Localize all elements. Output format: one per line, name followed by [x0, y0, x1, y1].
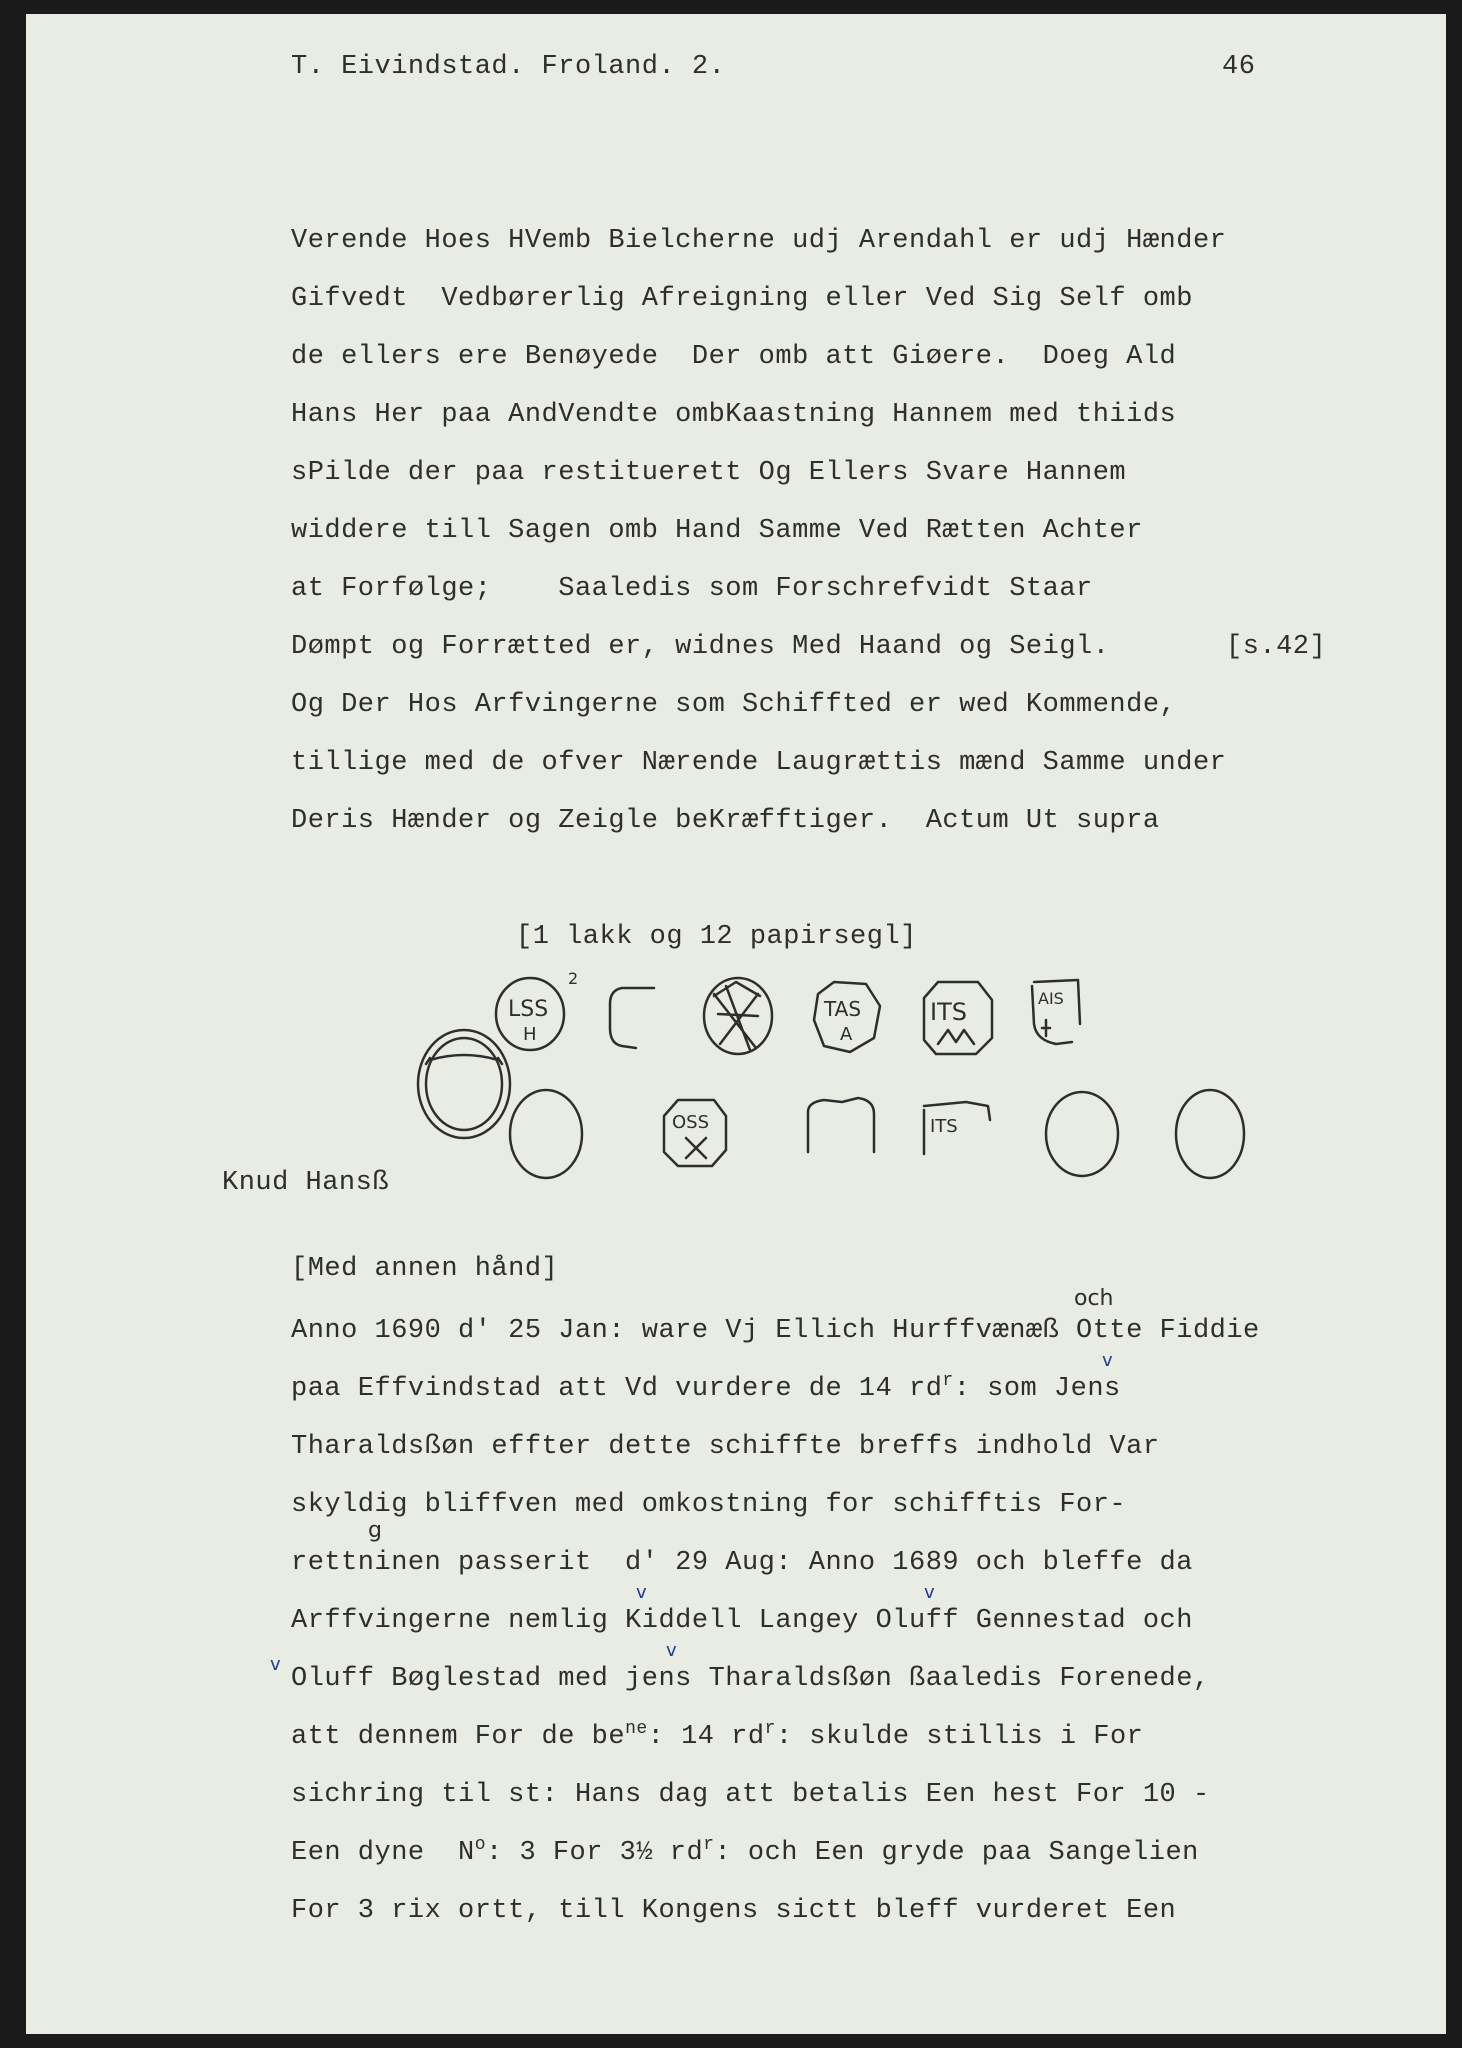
seal-ais — [1032, 980, 1080, 1044]
seal-lss — [496, 969, 578, 1050]
tick-mark: v — [1102, 1350, 1113, 1371]
hand-note: [Med annen hånd] — [291, 1254, 559, 1284]
tick-mark: v — [924, 1582, 935, 1603]
seal-its — [924, 982, 992, 1054]
side-name: Knud Hansß — [222, 1168, 390, 1198]
body-line: de ellers ere Benøyede Der omb att Giøere. Doeg Ald — [291, 342, 1177, 372]
body-line: Dømpt og Forrætted er, widnes Med Haand og Seigl. — [291, 632, 1110, 662]
seal-oval — [1176, 1090, 1244, 1178]
seal-drawings — [396, 954, 1256, 1194]
seal-label: AIS — [1038, 989, 1064, 1008]
seal-crossed — [704, 978, 772, 1054]
body-line: Arffvingerne nemlig Kiddell Langey Oluff Gennestad och — [291, 1606, 1193, 1636]
seal-label: OSS — [672, 1112, 710, 1133]
seal-label: TAS — [824, 997, 862, 1021]
body-line: skyldig bliffven med omkostning for schifftis For- — [291, 1490, 1127, 1520]
document-page — [26, 14, 1446, 2034]
body-line: at Forfølge; Saaledis som Forschrefvidt Staar — [291, 574, 1093, 604]
seal-label: ITS — [930, 1116, 958, 1137]
body-line: Oluff Bøglestad med jens Tharaldsßøn ßaaledis Forenede, — [291, 1664, 1210, 1694]
superscript: o — [474, 1835, 487, 1855]
seal-fragment — [610, 988, 654, 1048]
tick-mark: v — [270, 1654, 281, 1675]
text-part: : och Een gryde paa Sangelien — [714, 1838, 1199, 1868]
text-part: : skulde stillis i For — [775, 1722, 1144, 1752]
body-line: sPilde der paa restituerett Og Ellers Svare Hannem — [291, 458, 1127, 488]
body-line: Verende Hoes HVemb Bielcherne udj Arendahl er udj Hænder — [291, 226, 1227, 256]
tick-mark: v — [666, 1640, 677, 1661]
body-line — [291, 1371, 1121, 1404]
inserted-word: och — [1074, 1286, 1114, 1311]
text-part: Een dyne N — [291, 1838, 475, 1868]
text-part: paa Effvindstad att Vd vurdere de 14 rd — [291, 1374, 943, 1404]
text-part: : som Jens — [953, 1374, 1121, 1404]
text-part: : 14 rd — [647, 1722, 765, 1752]
page-header-title: T. Eivindstad. Froland. 2. — [291, 52, 726, 82]
text-part: : 3 For 3½ rd — [486, 1838, 704, 1868]
body-line: Tharaldsßøn effter dette schiffte breffs indhold Var — [291, 1432, 1160, 1462]
seal-label: H — [523, 1024, 537, 1045]
inserted-letter: g — [368, 1518, 382, 1543]
superscript: r — [764, 1719, 776, 1739]
body-line: tillige med de ofver Nærende Laugrættis mænd Samme under — [291, 748, 1227, 778]
body-line: Anno 1690 d' 25 Jan: ware Vj Ellich Hurffvænæß Otte Fiddie — [291, 1316, 1260, 1346]
body-line: Gifvedt Vedbørerlig Afreigning eller Ved Sig Self omb — [291, 284, 1193, 314]
body-line: Og Der Hos Arfvingerne som Schiffted er wed Kommende, — [291, 690, 1177, 720]
seal-oss — [664, 1100, 726, 1166]
seal-wax — [418, 1030, 510, 1138]
superscript: r — [703, 1835, 715, 1855]
body-line: For 3 rix ortt, till Kongens sictt bleff vurderet Een — [291, 1896, 1177, 1926]
margin-reference: [s.42] — [1226, 632, 1327, 662]
superscript: r — [942, 1371, 954, 1391]
tick-mark: v — [636, 1582, 647, 1603]
seal-fragment — [808, 1098, 874, 1152]
seal-label: A — [840, 1024, 853, 1045]
body-line: Deris Hænder og Zeigle beKræfftiger. Actum Ut supra — [291, 806, 1160, 836]
body-line — [291, 1719, 1144, 1752]
body-line — [291, 1835, 1199, 1868]
body-line: Hans Her paa AndVendte ombKaastning Hannem med thiids — [291, 400, 1177, 430]
seal-tas — [814, 982, 880, 1052]
seal-note: 2 — [568, 969, 579, 988]
seal-label: LSS — [508, 997, 549, 1022]
body-line: rettninen passerit d' 29 Aug: Anno 1689 och bleffe da — [291, 1548, 1193, 1578]
page-number: 46 — [1222, 52, 1256, 82]
seal-its-partial — [924, 1102, 990, 1154]
body-line: sichring til st: Hans dag att betalis Een hest For 10 - — [291, 1780, 1210, 1810]
body-line: widdere till Sagen omb Hand Samme Ved Rætten Achter — [291, 516, 1143, 546]
seal-label: ITS — [930, 998, 967, 1026]
seal-oval — [1046, 1092, 1118, 1176]
seal-oval — [510, 1090, 582, 1178]
text-part: att dennem For de be — [291, 1722, 626, 1752]
seal-caption: [1 lakk og 12 papirsegl] — [516, 922, 917, 952]
superscript: ne — [625, 1719, 648, 1739]
